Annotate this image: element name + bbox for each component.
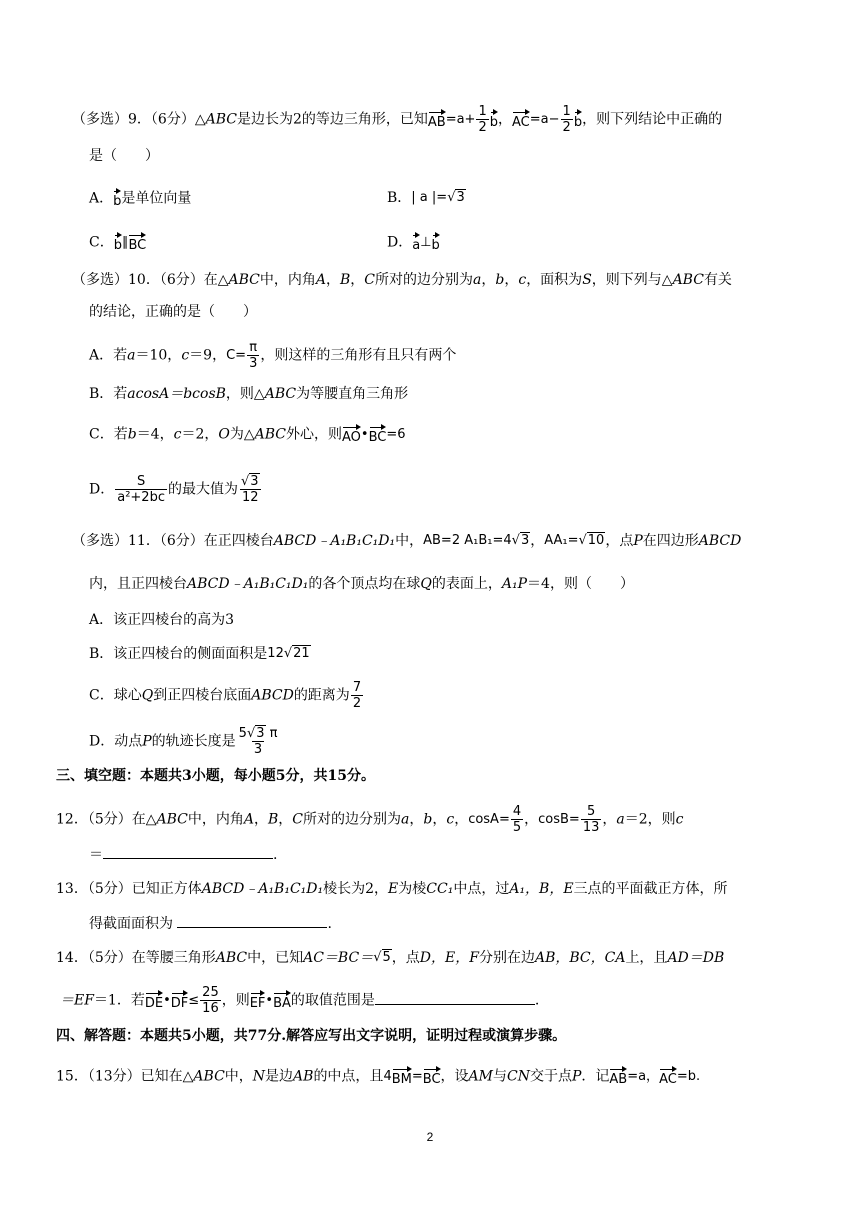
q9-eq-a-minus: =a−	[529, 111, 560, 127]
q9-line2: 是（ ）	[89, 148, 159, 164]
q10-line2: 的结论，正确的是（ ）	[89, 304, 257, 320]
q13-line1: 13．（5分）已知正方体ABCD﹣A₁B₁C₁D₁棱长为2，E为棱CC₁中点，过A₁，B，E三点的平面截正方体，所	[56, 881, 728, 897]
q9-text1: 是边长为2的等边三角形，已知	[236, 111, 428, 128]
q14-line1: 14．（5分）在等腰三角形ABC中，已知AC＝BC＝√5，点D，E，F分别在边AB，BC，CA上，且AD＝DB	[56, 950, 725, 966]
q10-option-b: B．若acosA＝bcosB，则△ABC为等腰直角三角形	[89, 386, 409, 402]
q9-vec-b-2: b	[574, 109, 582, 130]
q9-prefix: （多选）9．（6分）△	[72, 111, 206, 128]
q9-vec-ac: AC	[512, 109, 530, 130]
q9-option-d: D．a⊥b	[387, 232, 440, 253]
q10-option-d: D． $\frac{S}{\text{a²+2bc}}$ 的最大值为 $\frac{√3}{12}$	[89, 474, 259, 505]
q13-answer-blank[interactable]	[177, 915, 327, 928]
q11-option-c: C．球心Q到正四棱台底面ABCD的距离为 $\frac{7}{2}$	[89, 680, 362, 711]
q9-eq-a-plus: =a+	[445, 111, 476, 127]
q11-option-b: B．该正四棱台的侧面面积是12√21	[89, 646, 310, 662]
q9-option-b: B．| a |=√3	[387, 190, 465, 206]
q9-text2: ，则下列结论中正确的	[582, 111, 723, 128]
q10-line1: （多选）10．（6分）在△ABC中，内角A，B，C所对的边分别为a，b，c，面积为S，则下列与△ABC有关	[72, 272, 732, 288]
q13-line2: 得截面面积为 .	[89, 916, 332, 932]
q12-line1: 12．（5分）在△ABC中，内角A，B，C所对的边分别为a，b，c，cosA= $\frac{4}{5}$ ，cosB= $\frac{5}{13}$ ，a＝2，则c	[56, 804, 684, 835]
q9-half-1: $\frac{1}{2}$	[478, 104, 487, 135]
q12-answer-blank[interactable]	[103, 846, 273, 859]
q11-line1: （多选）11．（6分）在正四棱台ABCD﹣A₁B₁C₁D₁中，AB=2 A₁B₁=4√3，AA₁=√10，点P在四边形ABCD	[72, 533, 742, 549]
q9-vec-b-1: b	[490, 109, 498, 130]
q11-option-a: A．该正四棱台的高为3	[89, 612, 235, 628]
section-3-heading: 三、填空题：本题共3小题，每小题5分，共15分。	[56, 768, 375, 784]
page-number: 2	[426, 1130, 434, 1144]
q14-answer-blank[interactable]	[375, 992, 535, 1005]
q9-line1: （多选）9．（6分）△ABC是边长为2的等边三角形，已知AB=a+ $\frac{1}{2}$ b，AC=a− $\frac{1}{2}$ b，则下列结论中正确的	[72, 104, 723, 135]
q9-vec-ab: AB	[428, 109, 446, 130]
q10-option-a: A．若a＝10，c＝9，C= $\frac{\pi}{3}$ ，则这样的三角形有且只有两个	[89, 340, 457, 371]
q9-option-c: C．b∥BC	[89, 232, 146, 253]
q11-line2: 内，且正四棱台ABCD﹣A₁B₁C₁D₁的各个顶点均在球Q的表面上，A₁P＝4，则（ ）	[89, 576, 634, 592]
q15-line1: 15．（13分）已知在△ABC中，N是边AB的中点，且4BM=BC，设AM与CN交于点P．记AB=a，AC=b.	[56, 1066, 700, 1087]
q9-option-a: A．b是单位向量	[89, 188, 191, 209]
q9-half-2: $\frac{1}{2}$	[562, 104, 571, 135]
q10-option-c: C．若b＝4，c＝2，O为△ABC外心，则AO•BC=6	[89, 424, 406, 445]
q12-line2: ＝ .	[89, 847, 278, 863]
q9-abc: ABC	[205, 111, 237, 128]
section-4-heading: 四、解答题：本题共5小题，共77分.解答应写出文字说明，证明过程或演算步骤。	[56, 1028, 567, 1044]
q14-line2: ＝EF＝1．若DE•DF≤ $\frac{25}{16}$ ，则EF•BA的取值范围是 .	[60, 985, 540, 1016]
q11-option-d: D．动点P的轨迹长度是 $\frac{5√3 \pi}{3}$	[89, 726, 278, 757]
